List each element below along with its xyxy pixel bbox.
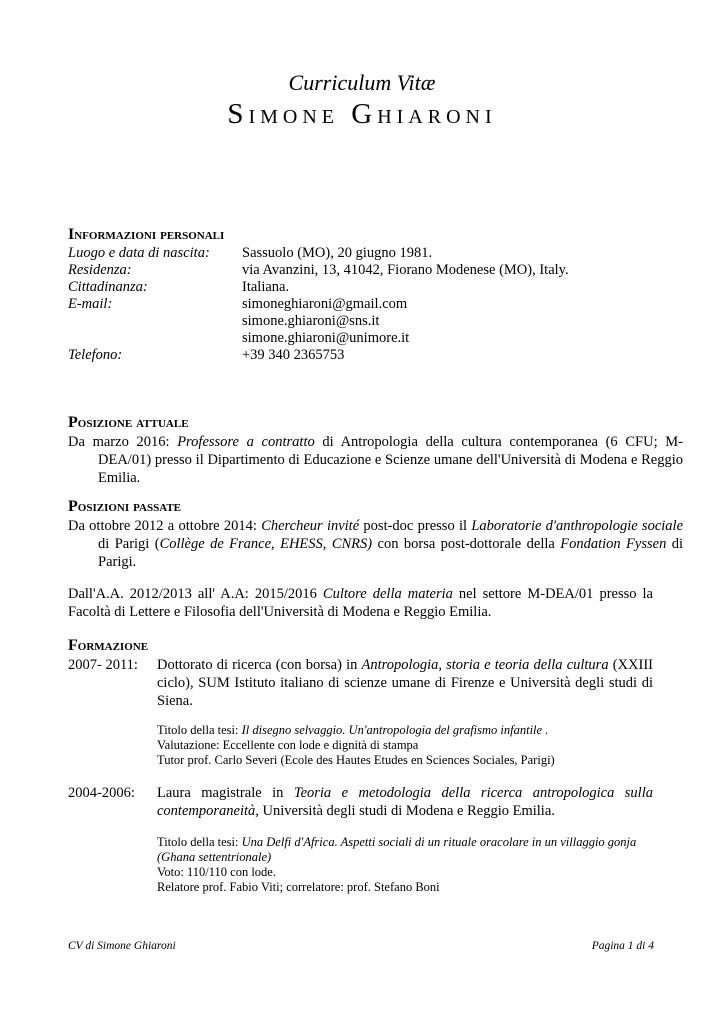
phd-tutor: Tutor prof. Carlo Severi (Ecole des Hautes Etudes en Sciences Sociales, Parigi) (157, 753, 555, 767)
field-label: E-mail: (68, 296, 113, 312)
past-position-2: Dall'A.A. 2012/2013 all' A.A: 2015/2016 Cultore della materia nel settore M-DEA/01 presso la Facoltà di Lettere e Filosofia dell'Università di Modena e Reggio Emilia. (68, 586, 653, 620)
education-date-phd: 2007- 2011: (68, 657, 138, 673)
phd-evaluation: Valutazione: Eccellente con lode e dignità di stampa (157, 738, 419, 752)
field-value: Sassuolo (MO), 20 giugno 1981. (242, 245, 433, 261)
footer-page-number: Pagina 1 di 4 (591, 940, 654, 952)
master-vote: Voto: 110/110 con lode. (157, 865, 276, 879)
education-phd: Dottorato di ricerca (con borsa) in Antropologia, storia e teoria della cultura (XXIII ciclo), SUM Istituto italiano di scienze umane di Firenze e Università degli studi di Siena. (157, 657, 653, 709)
section-heading-education: Formazione (68, 637, 149, 654)
phone-value: +39 340 2365753 (242, 347, 345, 363)
section-heading-personal: Informazioni personali (68, 226, 225, 243)
section-heading-past: Posizioni passate (68, 498, 182, 515)
field-label: Luogo e data di nascita: (68, 245, 210, 261)
phd-thesis-title: Titolo della tesi: Il disegno selvaggio. Un'antropologia del grafismo infantile . (157, 723, 549, 737)
field-label: Cittadinanza: (68, 279, 148, 295)
footer-left: CV di Simone Ghiaroni (68, 940, 176, 952)
education-date-master: 2004-2006: (68, 785, 135, 801)
past-position-1: Da ottobre 2012 a ottobre 2014: Chercheur invité post-doc presso il Laboratorie d'anthropologie sociale di Parigi (Collège de France, EHESS, CNRS) con borsa post-dottorale della Fondation Fyssen di Parigi. (68, 518, 684, 570)
email-value: simone.ghiaroni@unimore.it (242, 330, 410, 346)
current-position-text: Da marzo 2016: Professore a contratto di Antropologia della cultura contemporanea (6 CFU; M-DEA/01) presso il Dipartimento di Educazione e Scienze umane dell'Università di Modena e Reggio Emilia. (68, 434, 683, 486)
education-master: Laura magistrale in Teoria e metodologia della ricerca antropologica sulla contemporaneità, Università degli studi di Modena e Reggio Emilia. (157, 785, 653, 819)
master-thesis-title: Titolo della tesi: Una Delfi d'Africa. Aspetti sociali di un rituale oracolare in un villaggio gonja (Ghana settentrionale) (157, 835, 637, 864)
field-value: Italiana. (242, 279, 290, 295)
master-relatore: Relatore prof. Fabio Viti; correlatore: prof. Stefano Boni (157, 880, 440, 894)
email-value: simoneghiaroni@gmail.com (242, 296, 408, 312)
email-value: simone.ghiaroni@sns.it (242, 313, 380, 329)
field-value: via Avanzini, 13, 41042, Fiorano Modenese (MO), Italy. (242, 262, 569, 278)
document-subtitle: Curriculum Vitæ (288, 70, 436, 95)
field-label: Telefono: (68, 347, 123, 363)
field-label: Residenza: (68, 262, 132, 278)
section-heading-current: Posizione attuale (68, 414, 189, 431)
document-title: Simone Ghiaroni (227, 98, 497, 130)
